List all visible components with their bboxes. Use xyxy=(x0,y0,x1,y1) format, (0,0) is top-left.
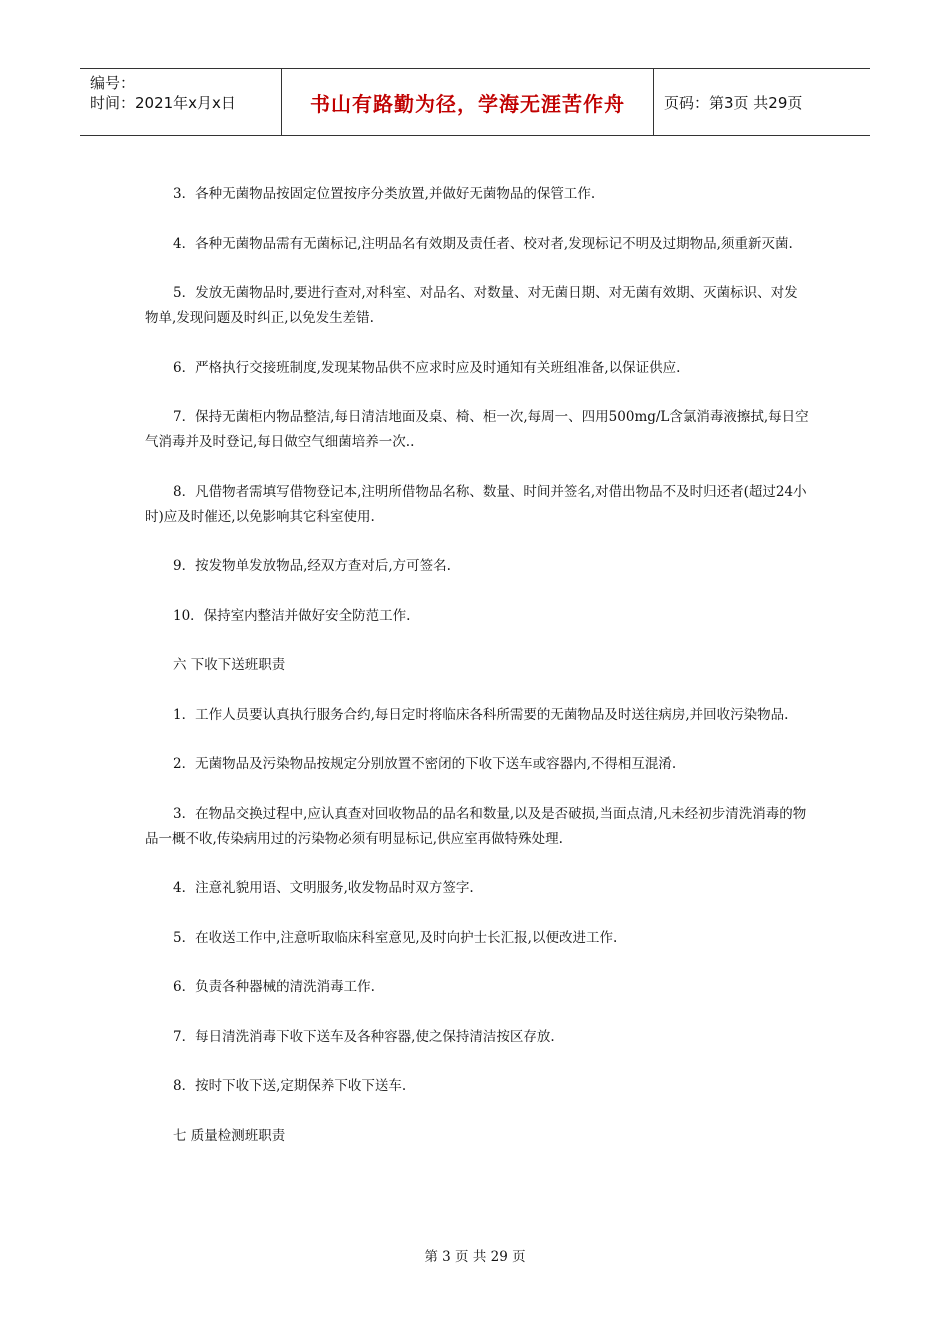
paragraph: 6．严格执行交接班制度,发现某物品供不应求时应及时通知有关班组准备,以保证供应. xyxy=(173,359,681,376)
page-header xyxy=(80,68,870,136)
paragraph: 10．保持室内整洁并做好安全防范工作. xyxy=(173,607,411,624)
paragraph: 9．按发物单发放物品,经双方查对后,方可签名. xyxy=(173,558,451,574)
time-label: 时间：2021年x月x日 xyxy=(90,94,236,112)
paragraph: 4．各种无菌物品需有无菌标记,注明品名有效期及责任者、校对者,发现标记不明及过期物品,须重新灭菌. xyxy=(173,235,793,252)
paragraph: 3．在物品交换过程中,应认真查对回收物品的品名和数量,以及是否破损,当面点清,凡未经初步清洗消毒的物品一概不收,传染病用过的污染物必须有明显标记,供应室再做特殊处理. xyxy=(145,805,807,847)
paragraph: 6．负责各种器械的清洗消毒工作. xyxy=(173,979,375,995)
header-page-info: 页码：第3页 共29页 xyxy=(664,93,803,112)
section-heading: 七 质量检测班职责 xyxy=(173,1127,286,1144)
paragraph: 5．在收送工作中,注意听取临床科室意见,及时向护士长汇报,以便改进工作. xyxy=(173,929,618,946)
paragraph: 8．凡借物者需填写借物登记本,注明所借物品名称、数量、时间并签名,对借出物品不及时归还者(超过24小时)应及时催还,以免影响其它科室使用. xyxy=(145,483,807,525)
paragraph: 7．每日清洗消毒下收下送车及各种容器,使之保持清洁按区存放. xyxy=(173,1028,555,1045)
paragraph: 7．保持无菌柜内物品整洁,每日清洁地面及桌、椅、柜一次,每周一、四用500mg/L含氯消毒液擦拭,每日空气消毒并及时登记,每日做空气细菌培养一次.. xyxy=(145,409,809,450)
document-body xyxy=(145,182,810,1173)
header-motto: 书山有路勤为径，学海无涯苦作舟 xyxy=(282,69,654,135)
section-heading: 六 下收下送班职责 xyxy=(173,657,286,673)
paragraph: 2．无菌物品及污染物品按规定分别放置不密闭的下收下送车或容器内,不得相互混淆. xyxy=(173,756,677,772)
paragraph: 4．注意礼貌用语、文明服务,收发物品时双方签字. xyxy=(173,880,474,896)
header-meta xyxy=(80,69,282,135)
paragraph: 5．发放无菌物品时,要进行查对,对科室、对品名、对数量、对无菌日期、对无菌有效期、灭菌标识、对发物单,发现问题及时纠正,以免发生差错. xyxy=(145,285,798,326)
paragraph: 8．按时下收下送,定期保养下收下送车. xyxy=(173,1078,407,1094)
paragraph: 1．工作人员要认真执行服务合约,每日定时将临床各科所需要的无菌物品及时送往病房,并回收污染物品. xyxy=(173,706,789,723)
paragraph: 3．各种无菌物品按固定位置按序分类放置,并做好无菌物品的保管工作. xyxy=(173,186,596,202)
code-label: 编号： xyxy=(90,74,136,92)
page-footer: 第 3 页 共 29 页 xyxy=(424,1249,526,1265)
